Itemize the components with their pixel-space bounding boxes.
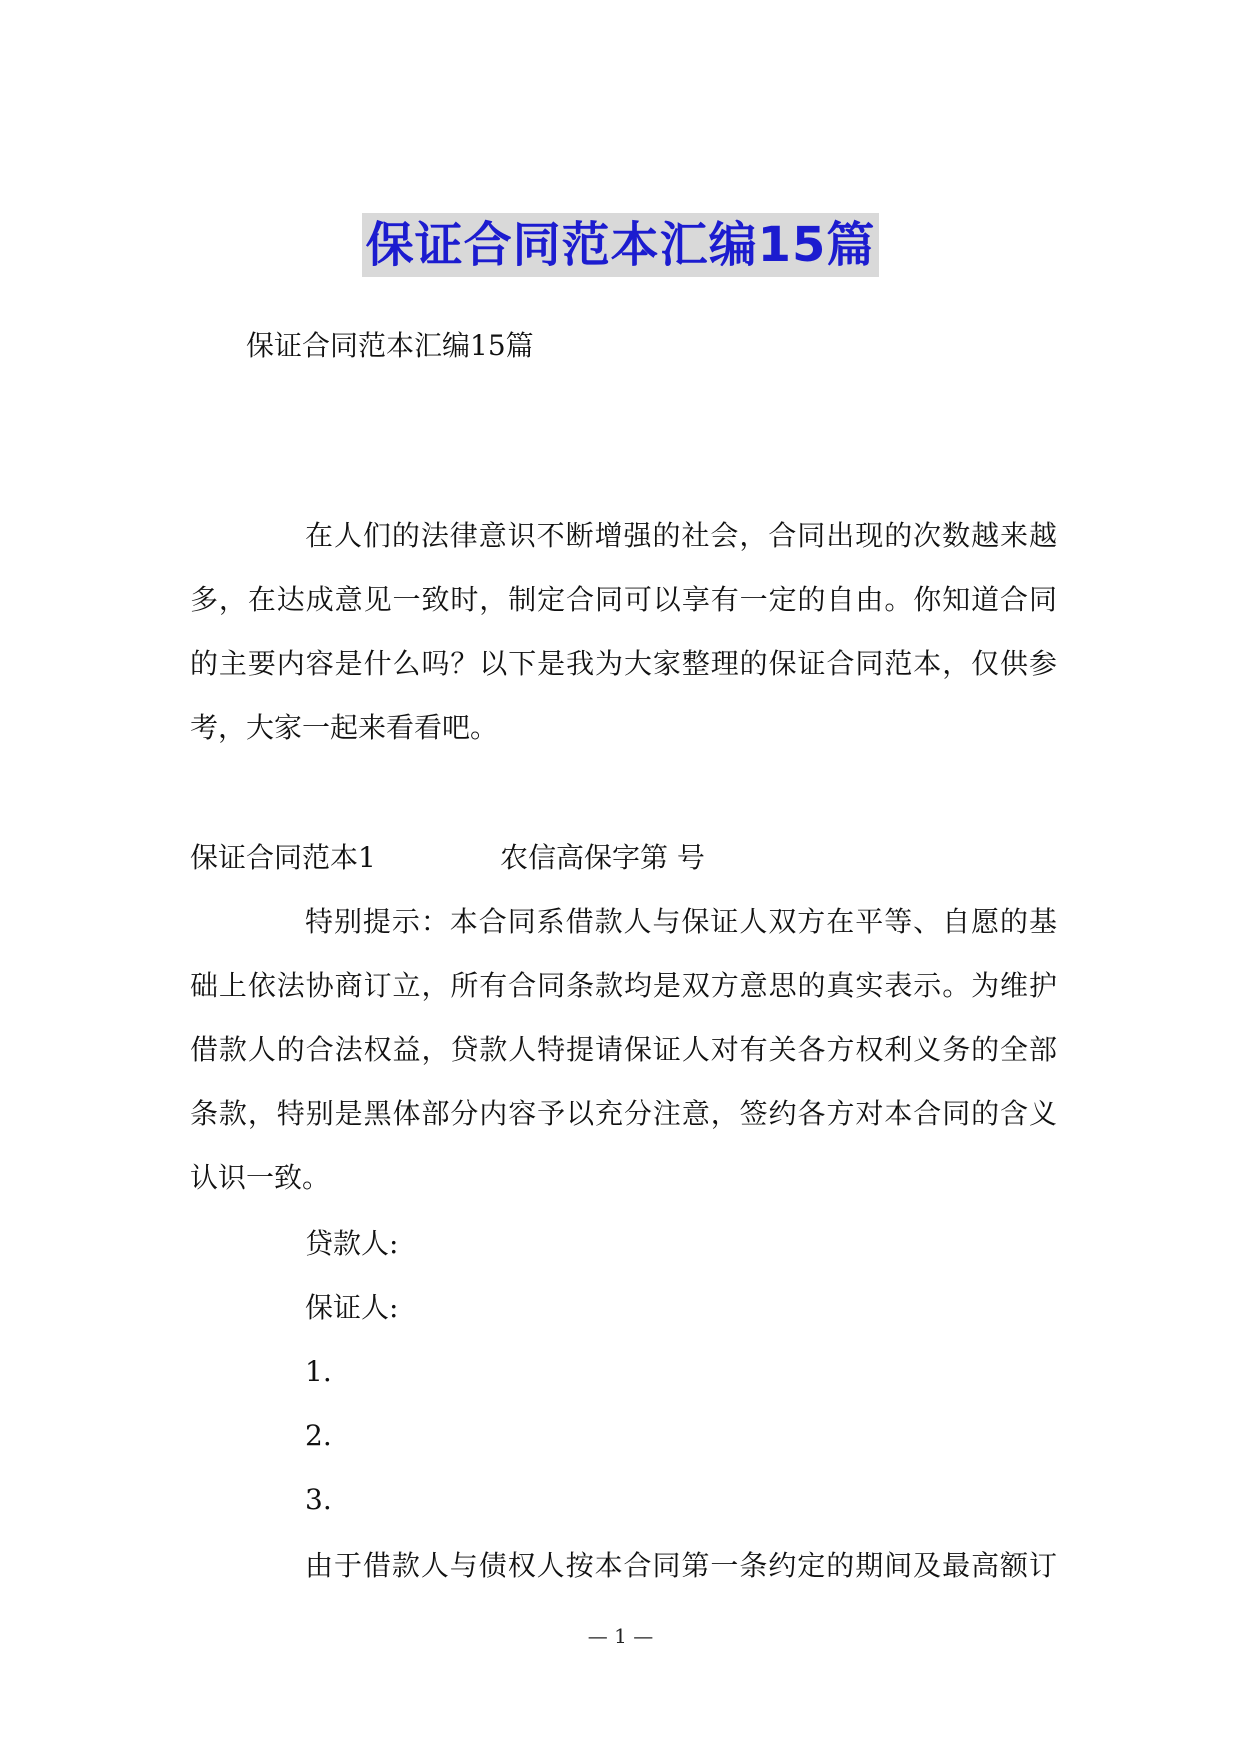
- lender-label: 贷款人:: [305, 1227, 399, 1260]
- list-item-1: 1.: [305, 1355, 332, 1388]
- guarantor-label: 保证人:: [305, 1291, 399, 1324]
- notice-line-1: 特别提示：本合同系借款人与保证人双方在平等、自愿的基: [305, 905, 1057, 938]
- body-line: 由于借款人与债权人按本合同第一条约定的期间及最高额订: [305, 1549, 1057, 1582]
- title-container: [0, 213, 1241, 277]
- page-number: — 1 —: [587, 1624, 654, 1648]
- list-item-3: 3.: [305, 1483, 332, 1516]
- intro-line-1: 在人们的法律意识不断增强的社会，合同出现的次数越来越: [305, 519, 1057, 552]
- intro-line-2: 多，在达成意见一致时，制定合同可以享有一定的自由。你知道合同: [190, 583, 1057, 616]
- subtitle: 保证合同范本汇编15篇: [246, 329, 534, 362]
- notice-line-4: 条款，特别是黑体部分内容予以充分注意，签约各方对本合同的含义: [190, 1097, 1057, 1130]
- intro-line-4: 考，大家一起来看看吧。: [190, 711, 499, 744]
- intro-line-3: 的主要内容是什么吗？以下是我为大家整理的保证合同范本，仅供参: [190, 647, 1057, 680]
- notice-line-2: 础上依法协商订立，所有合同条款均是双方意思的真实表示。为维护: [190, 969, 1057, 1002]
- notice-line-5: 认识一致。: [190, 1161, 331, 1194]
- section-heading: 保证合同范本1: [190, 841, 376, 874]
- list-item-2: 2.: [305, 1419, 332, 1452]
- contract-number: 农信高保字第 号: [500, 841, 705, 874]
- notice-line-3: 借款人的合法权益，贷款人特提请保证人对有关各方权利义务的全部: [190, 1033, 1057, 1066]
- document-title: 保证合同范本汇编15篇: [362, 213, 880, 277]
